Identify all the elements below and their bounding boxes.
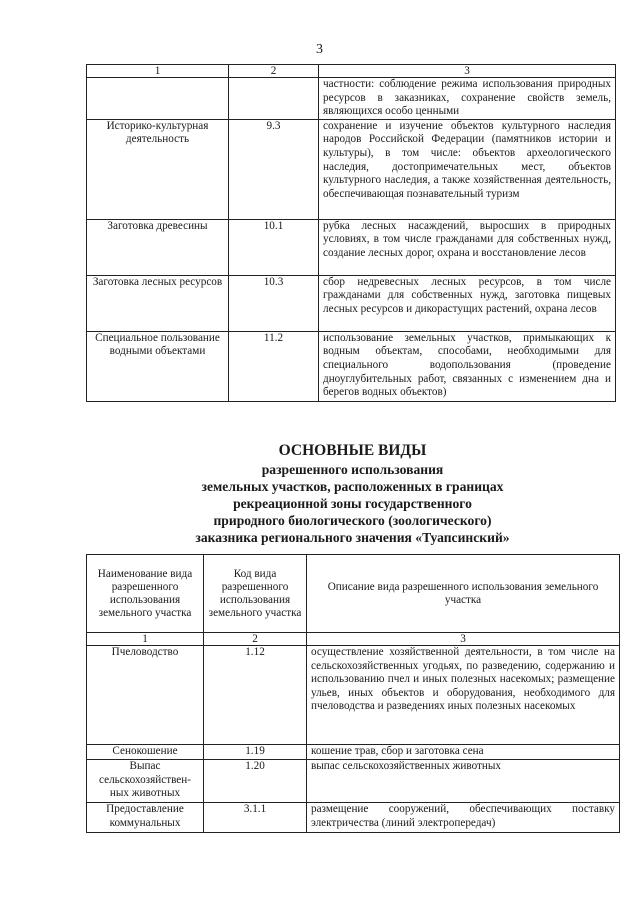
use-name-cell: Заготовка древесины: [87, 219, 229, 275]
use-code-cell: 9.3: [229, 119, 319, 219]
use-code-cell: 3.1.1: [204, 803, 307, 833]
use-description-cell: использование земельных участков, примыкающих к водным объектам, способами, необходимыми для специального водопользования (проведение дноуглубительных работ, связанных с изменением дна и берегов водных объектов): [319, 331, 616, 401]
use-description-cell: кошение трав, сбор и заготовка сена: [307, 745, 620, 760]
header-name-cell: Наименование вида разрешенного использования земельного участка: [87, 555, 204, 633]
header-description-cell: Описание вида разрешенного использования земельного участка: [307, 555, 620, 633]
table-row: [87, 760, 620, 803]
use-code-cell: [229, 78, 319, 120]
use-description-cell: осуществление хозяйственной деятельности, в том числе на сельскохозяйственных угодьях, по разведению, содержанию и использованию пчел и иных полезных насекомых; размещение ульев, иных объектов и оборудования, необходимого для пчеловодства и разведениях иных полезных насекомых: [307, 646, 620, 745]
use-name-cell: Выпас сельскохозяйствен-ных животных: [87, 760, 204, 803]
use-description-cell: рубка лесных насаждений, выросших в природных условиях, в том числе гражданами для собственных нужд, создание лесных дорог, охрана и восстановление лесов: [319, 219, 616, 275]
use-code-cell: 1.20: [204, 760, 307, 803]
permitted-use-table-continued: [86, 64, 616, 402]
header-code-cell: Код вида разрешенного использования земельного участка: [204, 555, 307, 633]
table-row: [87, 646, 620, 745]
main-permitted-use-table: [86, 554, 620, 833]
use-description-cell: выпас сельскохозяйственных животных: [307, 760, 620, 803]
section-title-main: ОСНОВНЫЕ ВИДЫ: [278, 442, 427, 459]
column-number-cell: 2: [204, 633, 307, 646]
use-code-cell: 11.2: [229, 331, 319, 401]
table-header-row: [87, 555, 620, 633]
page-number: 3: [316, 42, 323, 57]
column-number-cell: 3: [319, 65, 616, 78]
use-name-cell: Историко-культурная деятельность: [87, 119, 229, 219]
use-code-cell: 1.19: [204, 745, 307, 760]
table-row: [87, 78, 616, 120]
use-name-cell: Предоставление коммунальных: [87, 803, 204, 833]
use-description-cell: частности: соблюдение режима использования природных ресурсов в заказниках, сохранение свойств земель, являющихся особо ценными: [319, 78, 616, 120]
use-name-cell: [87, 78, 229, 120]
section-title-line: заказника регионального значения «Туапсинский»: [195, 530, 510, 545]
column-number-cell: 1: [87, 65, 229, 78]
section-title-line: разрешенного использования: [261, 462, 444, 477]
use-code-cell: 10.1: [229, 219, 319, 275]
column-number-row: [87, 65, 616, 78]
table-row: [87, 275, 616, 331]
section-title-line: природного биологического (зоологического): [213, 513, 492, 528]
use-description-cell: сохранение и изучение объектов культурного наследия народов Российской Федерации (памятников истории и культуры), в том числе: объектов археологического наследия, достопримечательных мест, объектов культурного наследия, а также хозяйственная деятельность, обеспечивающая познавательный туризм: [319, 119, 616, 219]
column-number-cell: 1: [87, 633, 204, 646]
use-code-cell: 1.12: [204, 646, 307, 745]
section-title-line: земельных участков, расположенных в границах: [201, 479, 504, 494]
table-row: [87, 219, 616, 275]
table-row: [87, 331, 616, 401]
use-name-cell: Пчеловодство: [87, 646, 204, 745]
section-title: [86, 441, 619, 546]
column-number-cell: 3: [307, 633, 620, 646]
use-name-cell: Сенокошение: [87, 745, 204, 760]
section-title-line: рекреационной зоны государственного: [233, 496, 472, 511]
use-name-cell: Заготовка лесных ресурсов: [87, 275, 229, 331]
column-number-cell: 2: [229, 65, 319, 78]
use-description-cell: размещение сооружений, обеспечивающих поставку электричества (линий электропередач): [307, 803, 620, 833]
table-row: [87, 119, 616, 219]
table-row: [87, 745, 620, 760]
table-row: [87, 803, 620, 833]
use-name-cell: Специальное пользование водными объектами: [87, 331, 229, 401]
use-code-cell: 10.3: [229, 275, 319, 331]
column-number-row: [87, 633, 620, 646]
use-description-cell: сбор недревесных лесных ресурсов, в том числе гражданами для собственных нужд, заготовка пищевых лесных ресурсов и дикорастущих растений, охрана лесов: [319, 275, 616, 331]
